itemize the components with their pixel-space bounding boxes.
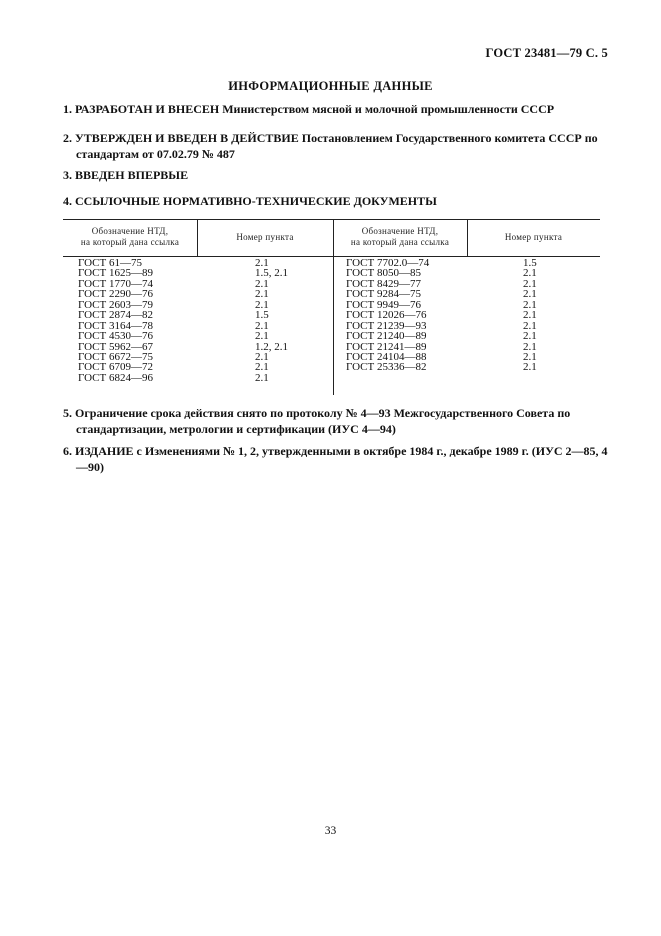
table-cell-point: 2.1 [523, 309, 537, 322]
table-cell-doc: ГОСТ 1625—89 [78, 267, 153, 280]
right-doc-column [346, 258, 466, 373]
table-cell-point: 1.2, 2.1 [255, 340, 288, 353]
item-4 [63, 193, 603, 209]
table-cell-point: 1.5 [523, 257, 537, 269]
table-cell-point: 2.1 [523, 298, 537, 311]
table-cell-doc: ГОСТ 3164—78 [78, 319, 153, 332]
table-cell-point: 2.1 [255, 350, 269, 363]
table-cell-doc: ГОСТ 2603—79 [78, 298, 153, 311]
table-cell-doc: ГОСТ 21239—93 [346, 319, 427, 332]
table-cell-doc: ГОСТ 21241—89 [346, 340, 427, 353]
table-cell-point: 2.1 [523, 340, 537, 353]
header-point-right: Номер пункта [504, 232, 563, 242]
table-cell-point: 2.1 [255, 371, 269, 384]
item-3-lead: 3. ВВЕДЕН ВПЕРВЫЕ [63, 168, 189, 182]
table-cell-doc: ГОСТ 6824—96 [78, 371, 153, 384]
table-cell-point: 2.1 [523, 319, 537, 332]
table-cell-doc: ГОСТ 7702.0—74 [346, 257, 430, 269]
table-cell-doc: ГОСТ 25336—82 [346, 361, 427, 374]
table-cell-doc: ГОСТ 1770—74 [78, 277, 153, 290]
item-6: 6. ИЗДАНИЕ с Изменениями № 1, 2, утвержденными в октябре 1984 г., декабре 1989 г. (ИУС 2—85, 4—90) [63, 444, 608, 474]
item-5: 5. Ограничение срока действия снято по протоколу № 4—93 Межгосударственного Совета по стандартизации, метрологии и сертификации (ИУС 4—94) [63, 406, 571, 436]
table-cell-point: 2.1 [523, 330, 537, 343]
table-cell-point: 2.1 [255, 330, 269, 343]
table-cell-doc: ГОСТ 61—75 [78, 257, 142, 269]
table-cell-point: 2.1 [255, 298, 269, 311]
left-point-column [255, 258, 331, 383]
header-doc-right [333, 226, 467, 248]
table-cell-doc: ГОСТ 24104—88 [346, 350, 427, 363]
item-1-lead: 1. РАЗРАБОТАН И ВНЕСЕН [63, 102, 220, 116]
header-point-left: Номер пункта [236, 232, 294, 242]
table-cell-point: 2.1 [523, 277, 537, 290]
item-1 [63, 101, 603, 117]
table-cell-doc: ГОСТ 6709—72 [78, 361, 153, 374]
header-doc-left [63, 226, 197, 248]
item-2-lead: 2. УТВЕРЖДЕН И ВВЕДЕН В ДЕЙСТВИЕ [63, 131, 299, 145]
table-cell-doc: ГОСТ 8429—77 [346, 277, 421, 290]
table-cell-point: 2.1 [255, 277, 269, 290]
table-top-rule [63, 219, 600, 220]
table-cell-doc: ГОСТ 9949—76 [346, 298, 421, 311]
table-cell-doc: ГОСТ 9284—75 [346, 288, 421, 301]
item-2 [63, 130, 616, 162]
item-4-lead: 4. ССЫЛОЧНЫЕ НОРМАТИВНО-ТЕХНИЧЕСКИЕ ДОКУМЕНТЫ [63, 194, 437, 208]
header-doc-line1: Обозначение НТД, [91, 226, 169, 236]
table-cell-point: 2.1 [255, 257, 269, 269]
table-cell-doc: ГОСТ 5962—67 [78, 340, 153, 353]
page-title: ИНФОРМАЦИОННЫЕ ДАННЫЕ [228, 79, 433, 93]
table-cell-point: 2.1 [523, 288, 537, 301]
table-cell-point: 2.1 [523, 361, 537, 374]
page-number: 33 [324, 825, 337, 837]
table-cell-point: 2.1 [255, 288, 269, 301]
item-2-text: Постановлением Государственного комитета СССР по стандартам от 07.02.79 № 487 [76, 131, 598, 161]
table-cell-point: 1.5, 2.1 [255, 267, 288, 280]
item-3 [63, 167, 603, 183]
table-cell-doc: ГОСТ 8050—85 [346, 267, 421, 280]
table-cell-doc: ГОСТ 12026—76 [346, 309, 427, 322]
table-cell-point: 2.1 [523, 267, 537, 280]
document-header: ГОСТ 23481—79 С. 5 [485, 46, 608, 60]
table-cell-doc: ГОСТ 21240—89 [346, 330, 427, 343]
table-cell-doc: ГОСТ 2874—82 [78, 309, 153, 322]
table-cell-point: 2.1 [255, 319, 269, 332]
right-point-column [523, 258, 599, 373]
table-cell-doc: ГОСТ 6672—75 [78, 350, 153, 363]
reference-table [63, 219, 600, 395]
table-cell-point: 2.1 [523, 350, 537, 363]
table-cell-point: 1.5 [255, 309, 269, 322]
header-doc-line2: на который дана ссылка [80, 237, 180, 247]
left-doc-column [78, 258, 196, 383]
table-header-rule [63, 256, 600, 257]
table-cell-doc: ГОСТ 2290—76 [78, 288, 153, 301]
header-doc-line1: Обозначение НТД, [361, 226, 439, 236]
item-1-text: Министерством мясной и молочной промышленности СССР [219, 102, 555, 116]
table-cell-doc: ГОСТ 4530—76 [78, 330, 153, 343]
table-cell-point: 2.1 [255, 361, 269, 374]
header-doc-line2: на который дана ссылка [350, 237, 450, 247]
